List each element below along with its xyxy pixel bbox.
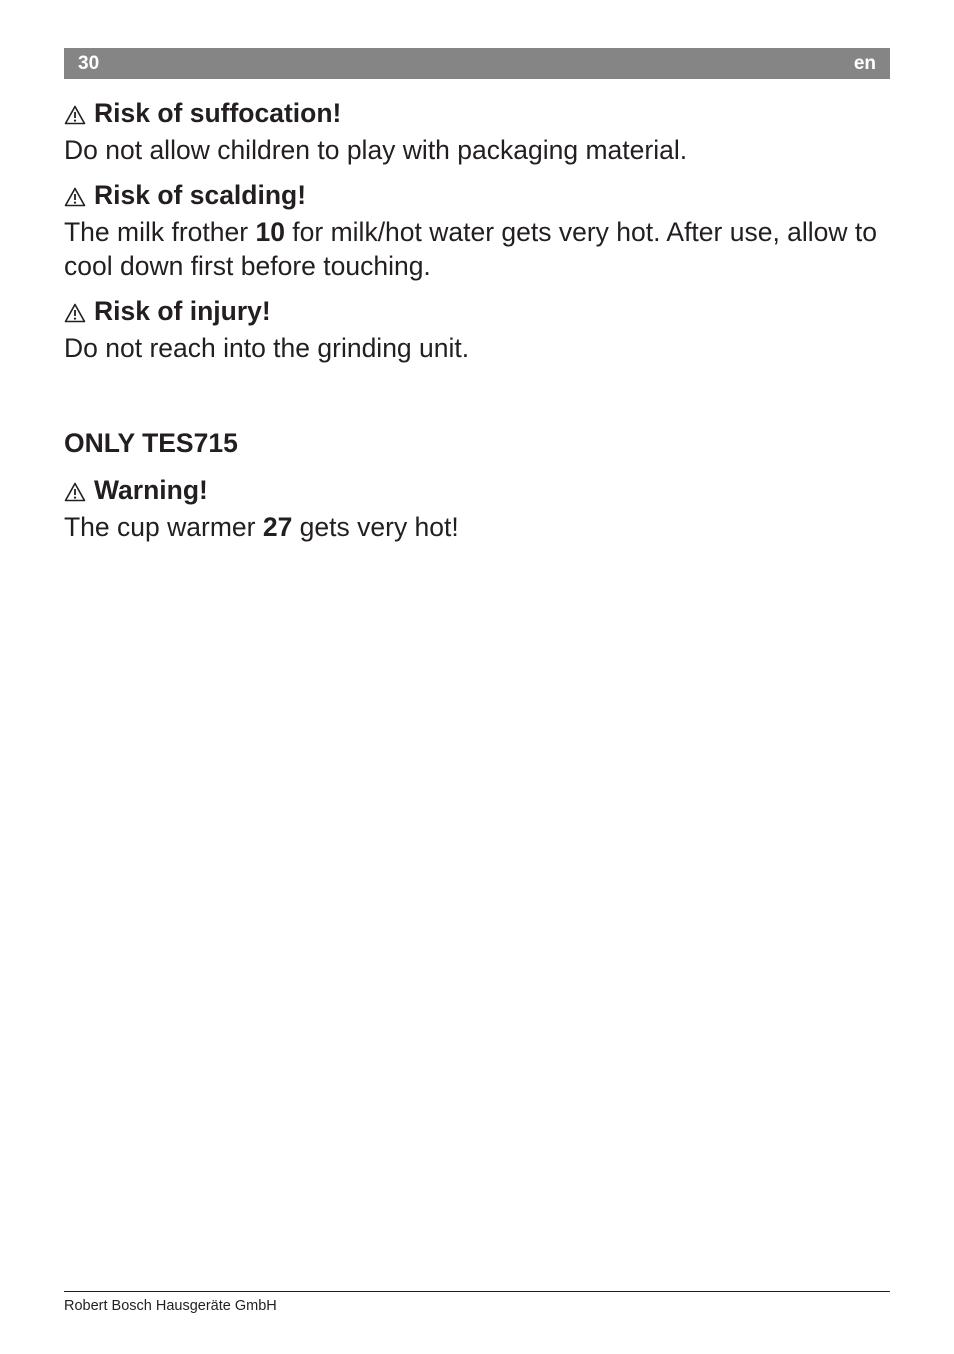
warning-triangle-icon [64, 181, 86, 215]
warning-heading [64, 178, 894, 215]
warning-text [64, 215, 894, 283]
language-code: en [853, 52, 876, 74]
warning-text-part: The milk frother [64, 217, 256, 247]
warning-title: Risk of injury! [94, 296, 271, 326]
warning-triangle-icon [64, 297, 86, 331]
warning-heading [64, 473, 894, 510]
warning-triangle-icon [64, 99, 86, 133]
warning-title: Warning! [94, 475, 208, 505]
footer-company: Robert Bosch Hausgeräte GmbH [64, 1298, 277, 1314]
warning-triangle-icon [64, 476, 86, 510]
warning-title: Risk of suffocation! [94, 98, 342, 128]
warning-heading [64, 294, 894, 331]
warning-text-part: Do not reach into the grinding unit. [64, 333, 470, 363]
page-content [64, 96, 894, 555]
section-title: ONLY TES715 [64, 428, 238, 458]
warning-heading [64, 96, 894, 133]
part-reference-number: 27 [262, 512, 293, 542]
warning-text [64, 133, 894, 167]
warning-scalding [64, 178, 894, 283]
warning-title: Risk of scalding! [94, 180, 307, 210]
footer-divider [64, 1291, 890, 1292]
warning-text-part: Do not allow children to play with packaging material. [64, 135, 688, 165]
warning-cup-warmer [64, 473, 894, 544]
warning-suffocation [64, 96, 894, 167]
page-header-bar [64, 48, 890, 79]
warning-text-part: for milk/hot water gets very hot. After use, allow to cool down first before touching. [64, 217, 878, 281]
warning-text-part: gets very hot! [292, 512, 459, 542]
warning-text [64, 510, 894, 544]
spacer [64, 376, 894, 426]
part-reference-number: 10 [255, 217, 285, 247]
warning-text-part: The cup warmer [64, 512, 263, 542]
page-number: 30 [78, 52, 100, 74]
warning-text [64, 331, 894, 365]
warning-injury [64, 294, 894, 365]
